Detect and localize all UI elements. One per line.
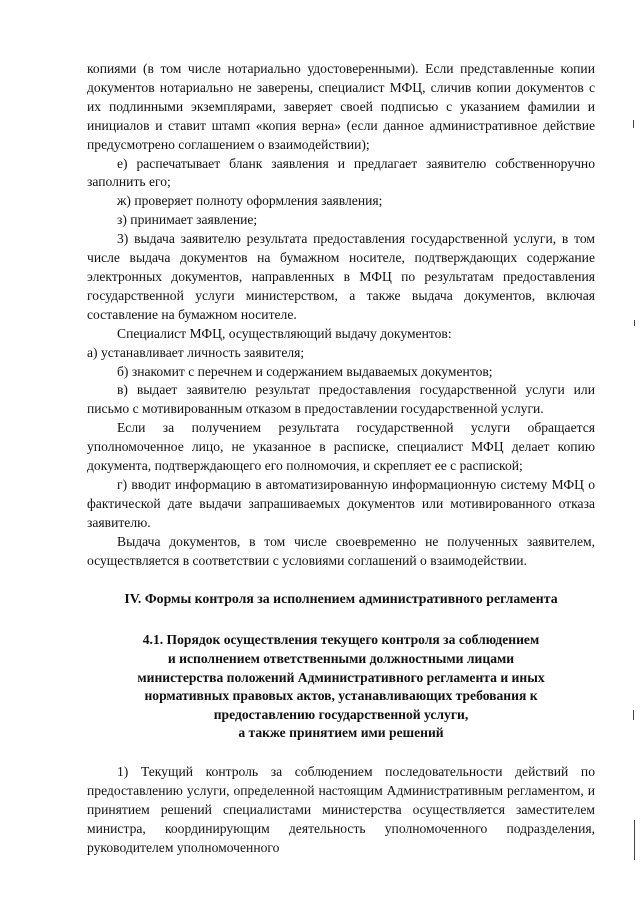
subsection-heading-line: и исполнением ответственными должностными лицами [167,650,515,666]
scan-artifact [634,320,635,326]
subsection-heading-line: предоставлению государственной услуги, [213,706,469,722]
scan-artifact [633,120,634,128]
subsection-heading-line: нормативных правовых актов, устанавливающих требования к [144,688,538,704]
scan-artifact [633,710,634,720]
paragraph-item-g: г) вводит информацию в автоматизированную информационную систему МФЦ о фактической дате выдачи запрашиваемых документов или мотивированного отказа заявителю. [87,476,595,530]
paragraph-item-3: 3) выдача заявителю результата предоставления государственной услуги, в том числе выдача документов на бумажном носителе, подтверждающих содержание электронных документов, направленных в МФЦ по результатам предоставления государственной услуги министерством, а также выдача документов, включая составление на бумажном носителе. [87,231,595,322]
subsection-heading-line: 4.1. Порядок осуществления текущего контроля за соблюдением [142,632,540,648]
section-heading: IV. Формы контроля за исполнением административного регламента [124,591,558,607]
scan-artifact [634,820,635,860]
paragraph-item-a: а) устанавливает личность заявителя; [87,344,305,360]
paragraph-current-control: 1) Текущий контроль за соблюдением последовательности действий по предоставлению услуги, определенной настоящим Административным регламентом, и принятием решений специалистами министерства осуществляется заместителем министра, координирующим деятельность уполномоченного подразделения, руководителем уполномоченного [87,763,595,855]
document-body [87,60,595,857]
paragraph-item-z: з) принимает заявление; [117,212,258,228]
subsection-heading-line: министерства положений Административного регламента и иных [137,669,545,685]
paragraph-item-b: б) знакомит с перечнем и содержанием выдаваемых документов; [117,363,493,379]
paragraph-item-zh: ж) проверяет полноту оформления заявления; [117,193,383,209]
paragraph-continuation: копиями (в том числе нотариально удостоверенными). Если представленные копии документов нотариально не заверены, специалист МФЦ, сличив копии документов с их подлинными экземплярами, заверяет своей подписью с указанием фамилии и инициалов и ставит штамп «копия верна» (если данное административное действие предусмотрено соглашением о взаимодействии); [87,61,595,152]
paragraph-representative: Если за получением результата государственной услуги обращается уполномоченное лицо, не указанное в расписке, специалист МФЦ делает копию документа, подтверждающего его полномочия, и скрепляет ее с распиской; [87,420,595,474]
paragraph-issuance: Выдача документов, в том числе своевременно не полученных заявителем, осуществляется в соответствии с условиями соглашений о взаимодействии. [87,533,595,568]
subsection-heading-line: а также принятием ими решений [238,725,444,741]
subsection-heading [87,631,595,743]
paragraph-item-e: е) распечатывает бланк заявления и предлагает заявителю собственноручно заполнить его; [87,155,595,190]
paragraph-item-v: в) выдает заявителю результат предоставления государственной услуги или письмо с мотивированным отказом в предоставлении государственной услуги. [87,382,595,417]
paragraph-specialist: Специалист МФЦ, осуществляющий выдачу документов: [117,325,452,341]
